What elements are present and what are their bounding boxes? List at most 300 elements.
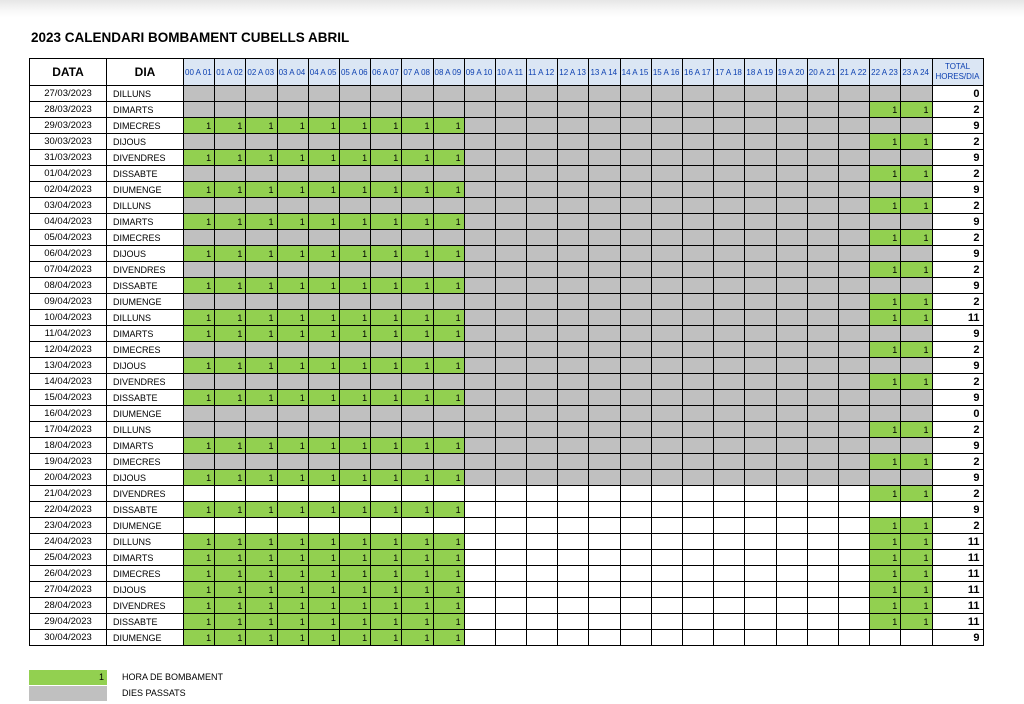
- hour-cell: [776, 582, 807, 598]
- pumping-hour-cell: 1: [277, 118, 308, 134]
- past-hour-cell: [714, 390, 745, 406]
- past-hour-cell: [464, 262, 495, 278]
- past-hour-cell: [807, 454, 838, 470]
- past-hour-cell: [589, 134, 620, 150]
- pumping-hour-cell: 1: [901, 134, 932, 150]
- past-hour-cell: [184, 454, 215, 470]
- pumping-hour-cell: 1: [339, 118, 370, 134]
- pumping-hour-cell: 1: [870, 374, 901, 390]
- day-cell: DIUMENGE: [107, 630, 184, 646]
- past-hour-cell: [215, 102, 246, 118]
- past-hour-cell: [558, 118, 589, 134]
- past-hour-cell: [683, 438, 714, 454]
- past-hour-cell: [402, 86, 433, 102]
- date-cell: 14/04/2023: [30, 374, 107, 390]
- past-hour-cell: [246, 134, 277, 150]
- past-hour-cell: [464, 118, 495, 134]
- past-hour-cell: [589, 230, 620, 246]
- table-row: [30, 214, 984, 230]
- past-hour-cell: [308, 454, 339, 470]
- pumping-hour-cell: 1: [246, 358, 277, 374]
- past-hour-cell: [683, 294, 714, 310]
- past-hour-cell: [714, 326, 745, 342]
- date-cell: 27/03/2023: [30, 86, 107, 102]
- hour-cell: [714, 582, 745, 598]
- past-hour-cell: [745, 374, 776, 390]
- total-cell: 2: [932, 134, 983, 150]
- past-hour-cell: [870, 246, 901, 262]
- hour-cell: [714, 598, 745, 614]
- hour-cell: [558, 582, 589, 598]
- hour-cell: [838, 502, 869, 518]
- hour-cell: [776, 566, 807, 582]
- past-hour-cell: [308, 230, 339, 246]
- pumping-hour-cell: 1: [870, 582, 901, 598]
- past-hour-cell: [277, 86, 308, 102]
- hour-cell: [464, 630, 495, 646]
- pumping-hour-cell: 1: [371, 118, 402, 134]
- past-hour-cell: [683, 310, 714, 326]
- day-cell: DIMARTS: [107, 214, 184, 230]
- past-hour-cell: [495, 134, 526, 150]
- total-cell: 2: [932, 102, 983, 118]
- past-hour-cell: [308, 406, 339, 422]
- past-hour-cell: [402, 230, 433, 246]
- past-hour-cell: [558, 454, 589, 470]
- pumping-hour-cell: 1: [901, 598, 932, 614]
- day-cell: DIMECRES: [107, 566, 184, 582]
- pumping-hour-cell: 1: [371, 534, 402, 550]
- pumping-hour-cell: 1: [308, 614, 339, 630]
- past-hour-cell: [495, 374, 526, 390]
- past-hour-cell: [433, 422, 464, 438]
- past-hour-cell: [589, 342, 620, 358]
- past-hour-cell: [745, 230, 776, 246]
- past-hour-cell: [870, 326, 901, 342]
- pumping-hour-cell: 1: [308, 566, 339, 582]
- pumping-hour-cell: 1: [215, 566, 246, 582]
- pumping-hour-cell: 1: [901, 422, 932, 438]
- pumping-hour-cell: 1: [184, 278, 215, 294]
- total-cell: 9: [932, 470, 983, 486]
- past-hour-cell: [433, 342, 464, 358]
- pumping-hour-cell: 1: [277, 278, 308, 294]
- past-hour-cell: [838, 310, 869, 326]
- past-hour-cell: [776, 310, 807, 326]
- pumping-hour-cell: 1: [215, 278, 246, 294]
- past-hour-cell: [402, 294, 433, 310]
- hour-cell: [838, 534, 869, 550]
- pumping-hour-cell: 1: [901, 310, 932, 326]
- past-hour-cell: [308, 374, 339, 390]
- table-row: [30, 614, 984, 630]
- pumping-hour-cell: 1: [433, 438, 464, 454]
- past-hour-cell: [246, 454, 277, 470]
- past-hour-cell: [184, 198, 215, 214]
- day-cell: DIUMENGE: [107, 294, 184, 310]
- past-hour-cell: [651, 102, 682, 118]
- past-hour-cell: [838, 358, 869, 374]
- pumping-hour-cell: 1: [215, 438, 246, 454]
- past-hour-cell: [651, 374, 682, 390]
- pumping-hour-cell: 1: [402, 630, 433, 646]
- past-hour-cell: [807, 326, 838, 342]
- hour-cell: [620, 598, 651, 614]
- past-hour-cell: [215, 166, 246, 182]
- past-hour-cell: [527, 262, 558, 278]
- table-row: [30, 566, 984, 582]
- day-cell: DIMARTS: [107, 102, 184, 118]
- past-hour-cell: [433, 198, 464, 214]
- pumping-hour-cell: 1: [433, 534, 464, 550]
- pumping-hour-cell: 1: [308, 438, 339, 454]
- past-hour-cell: [433, 262, 464, 278]
- pumping-hour-cell: 1: [215, 150, 246, 166]
- hour-cell: [495, 486, 526, 502]
- hour-header: 20 A 21: [807, 59, 838, 86]
- date-cell: 30/04/2023: [30, 630, 107, 646]
- pumping-hour-cell: 1: [184, 310, 215, 326]
- past-hour-cell: [838, 438, 869, 454]
- pumping-hour-cell: 1: [215, 614, 246, 630]
- past-hour-cell: [620, 454, 651, 470]
- past-hour-cell: [651, 230, 682, 246]
- hour-cell: [558, 518, 589, 534]
- pumping-hour-cell: 1: [901, 198, 932, 214]
- past-hour-cell: [589, 182, 620, 198]
- pumping-hour-cell: 1: [402, 326, 433, 342]
- past-hour-cell: [589, 198, 620, 214]
- pumping-hour-cell: 1: [308, 502, 339, 518]
- past-hour-cell: [402, 134, 433, 150]
- hour-cell: [308, 486, 339, 502]
- table-row: [30, 550, 984, 566]
- date-cell: 04/04/2023: [30, 214, 107, 230]
- past-hour-cell: [402, 102, 433, 118]
- date-cell: 12/04/2023: [30, 342, 107, 358]
- past-hour-cell: [527, 390, 558, 406]
- pumping-hour-cell: 1: [870, 486, 901, 502]
- hour-cell: [558, 614, 589, 630]
- pumping-hour-cell: 1: [433, 118, 464, 134]
- hour-cell: [838, 550, 869, 566]
- hour-header: 03 A 04: [277, 59, 308, 86]
- pumping-hour-cell: 1: [215, 118, 246, 134]
- hour-header: 07 A 08: [402, 59, 433, 86]
- hour-cell: [464, 550, 495, 566]
- past-hour-cell: [651, 422, 682, 438]
- hour-cell: [620, 566, 651, 582]
- past-hour-cell: [620, 102, 651, 118]
- pumping-hour-cell: 1: [870, 310, 901, 326]
- hour-cell: [807, 486, 838, 502]
- past-hour-cell: [838, 118, 869, 134]
- past-hour-cell: [776, 326, 807, 342]
- pumping-hour-cell: 1: [901, 550, 932, 566]
- hour-cell: [589, 630, 620, 646]
- past-hour-cell: [402, 342, 433, 358]
- hour-header: 11 A 12: [527, 59, 558, 86]
- past-hour-cell: [745, 390, 776, 406]
- past-hour-cell: [745, 310, 776, 326]
- pumping-hour-cell: 1: [246, 534, 277, 550]
- pumping-hour-cell: 1: [184, 598, 215, 614]
- past-hour-cell: [651, 470, 682, 486]
- date-cell: 01/04/2023: [30, 166, 107, 182]
- total-cell: 2: [932, 198, 983, 214]
- pumping-hour-cell: 1: [433, 326, 464, 342]
- day-cell: DISSABTE: [107, 502, 184, 518]
- past-hour-cell: [215, 374, 246, 390]
- hour-cell: [495, 614, 526, 630]
- past-hour-cell: [495, 86, 526, 102]
- past-hour-cell: [745, 358, 776, 374]
- past-hour-cell: [527, 118, 558, 134]
- day-cell: DIMARTS: [107, 550, 184, 566]
- pumping-hour-cell: 1: [339, 214, 370, 230]
- pumping-hour-cell: 1: [402, 310, 433, 326]
- past-hour-cell: [527, 310, 558, 326]
- past-hour-cell: [620, 262, 651, 278]
- total-cell: 11: [932, 614, 983, 630]
- hour-cell: [838, 566, 869, 582]
- pumping-hour-cell: 1: [339, 630, 370, 646]
- hour-cell: [683, 566, 714, 582]
- past-hour-cell: [464, 214, 495, 230]
- total-cell: 2: [932, 422, 983, 438]
- past-hour-cell: [433, 86, 464, 102]
- past-hour-cell: [901, 150, 932, 166]
- date-cell: 18/04/2023: [30, 438, 107, 454]
- past-hour-cell: [184, 102, 215, 118]
- date-cell: 07/04/2023: [30, 262, 107, 278]
- date-cell: 16/04/2023: [30, 406, 107, 422]
- past-hour-cell: [776, 230, 807, 246]
- past-hour-cell: [464, 390, 495, 406]
- hour-header: 16 A 17: [683, 59, 714, 86]
- past-hour-cell: [745, 134, 776, 150]
- past-hour-cell: [620, 214, 651, 230]
- hour-cell: [620, 502, 651, 518]
- pumping-hour-cell: 1: [433, 598, 464, 614]
- past-hour-cell: [184, 262, 215, 278]
- past-hour-cell: [714, 454, 745, 470]
- past-hour-cell: [870, 438, 901, 454]
- pumping-hour-cell: 1: [277, 630, 308, 646]
- hour-cell: [495, 582, 526, 598]
- pumping-hour-cell: 1: [870, 598, 901, 614]
- past-hour-cell: [651, 182, 682, 198]
- past-hour-cell: [620, 86, 651, 102]
- past-hour-cell: [838, 406, 869, 422]
- pumping-hour-cell: 1: [246, 630, 277, 646]
- date-cell: 11/04/2023: [30, 326, 107, 342]
- past-hour-cell: [215, 342, 246, 358]
- pumping-hour-cell: 1: [308, 630, 339, 646]
- pumping-hour-cell: 1: [870, 454, 901, 470]
- past-hour-cell: [620, 166, 651, 182]
- past-hour-cell: [215, 406, 246, 422]
- past-hour-cell: [838, 470, 869, 486]
- past-hour-cell: [495, 102, 526, 118]
- past-hour-cell: [807, 182, 838, 198]
- past-hour-cell: [464, 150, 495, 166]
- past-hour-cell: [714, 406, 745, 422]
- hour-header: 12 A 13: [558, 59, 589, 86]
- pumping-hour-cell: 1: [901, 566, 932, 582]
- day-cell: DIUMENGE: [107, 518, 184, 534]
- pumping-hour-cell: 1: [433, 246, 464, 262]
- past-hour-cell: [308, 102, 339, 118]
- past-hour-cell: [714, 358, 745, 374]
- total-cell: 9: [932, 630, 983, 646]
- past-hour-cell: [776, 198, 807, 214]
- past-hour-cell: [402, 262, 433, 278]
- past-hour-cell: [901, 246, 932, 262]
- day-cell: DIVENDRES: [107, 150, 184, 166]
- pumping-hour-cell: 1: [277, 598, 308, 614]
- past-hour-cell: [620, 470, 651, 486]
- hour-cell: [714, 614, 745, 630]
- pumping-hour-cell: 1: [246, 550, 277, 566]
- total-cell: 9: [932, 118, 983, 134]
- pumping-hour-cell: 1: [901, 262, 932, 278]
- past-hour-cell: [558, 310, 589, 326]
- past-hour-cell: [651, 150, 682, 166]
- pumping-hour-cell: 1: [308, 326, 339, 342]
- past-hour-cell: [870, 214, 901, 230]
- past-hour-cell: [495, 342, 526, 358]
- past-hour-cell: [339, 198, 370, 214]
- past-hour-cell: [589, 438, 620, 454]
- date-cell: 28/03/2023: [30, 102, 107, 118]
- total-cell: 2: [932, 294, 983, 310]
- hour-cell: [807, 582, 838, 598]
- past-hour-cell: [776, 118, 807, 134]
- pumping-hour-cell: 1: [339, 278, 370, 294]
- past-hour-cell: [464, 422, 495, 438]
- pumping-hour-cell: 1: [184, 326, 215, 342]
- date-cell: 27/04/2023: [30, 582, 107, 598]
- hour-cell: [901, 502, 932, 518]
- past-hour-cell: [558, 438, 589, 454]
- past-hour-cell: [402, 198, 433, 214]
- hour-cell: [838, 598, 869, 614]
- pumping-hour-cell: 1: [371, 358, 402, 374]
- table-row: [30, 406, 984, 422]
- date-cell: 30/03/2023: [30, 134, 107, 150]
- date-cell: 05/04/2023: [30, 230, 107, 246]
- past-hour-cell: [870, 118, 901, 134]
- past-hour-cell: [683, 134, 714, 150]
- pumping-hour-cell: 1: [433, 502, 464, 518]
- hour-cell: [215, 518, 246, 534]
- past-hour-cell: [464, 358, 495, 374]
- past-hour-cell: [620, 422, 651, 438]
- past-hour-cell: [683, 262, 714, 278]
- past-hour-cell: [589, 214, 620, 230]
- past-hour-cell: [277, 374, 308, 390]
- legend-label-past-days: DIES PASSATS: [122, 688, 186, 698]
- past-hour-cell: [807, 134, 838, 150]
- pumping-hour-cell: 1: [215, 326, 246, 342]
- total-header: TOTAL HORES/DIA: [932, 59, 983, 86]
- hour-cell: [589, 486, 620, 502]
- past-hour-cell: [277, 134, 308, 150]
- past-hour-cell: [402, 374, 433, 390]
- past-hour-cell: [464, 230, 495, 246]
- past-hour-cell: [745, 406, 776, 422]
- past-hour-cell: [339, 230, 370, 246]
- total-cell: 9: [932, 214, 983, 230]
- pumping-hour-cell: 1: [215, 182, 246, 198]
- pumping-hour-cell: 1: [277, 550, 308, 566]
- past-hour-cell: [714, 262, 745, 278]
- total-cell: 11: [932, 534, 983, 550]
- past-hour-cell: [589, 326, 620, 342]
- past-hour-cell: [651, 134, 682, 150]
- past-hour-cell: [807, 470, 838, 486]
- past-hour-cell: [184, 294, 215, 310]
- hour-cell: [651, 630, 682, 646]
- past-hour-cell: [838, 102, 869, 118]
- total-cell: 2: [932, 230, 983, 246]
- hour-cell: [402, 518, 433, 534]
- past-hour-cell: [495, 470, 526, 486]
- pumping-hour-cell: 1: [246, 278, 277, 294]
- pumping-hour-cell: 1: [870, 230, 901, 246]
- pumping-hour-cell: 1: [246, 214, 277, 230]
- past-hour-cell: [807, 214, 838, 230]
- past-hour-cell: [838, 454, 869, 470]
- table-row: [30, 470, 984, 486]
- past-hour-cell: [308, 262, 339, 278]
- past-hour-cell: [651, 454, 682, 470]
- hour-cell: [838, 518, 869, 534]
- date-cell: 26/04/2023: [30, 566, 107, 582]
- past-hour-cell: [277, 198, 308, 214]
- pumping-hour-cell: 1: [402, 502, 433, 518]
- past-hour-cell: [807, 262, 838, 278]
- pumping-hour-cell: 1: [433, 630, 464, 646]
- past-hour-cell: [433, 102, 464, 118]
- past-hour-cell: [558, 166, 589, 182]
- hour-cell: [745, 598, 776, 614]
- past-hour-cell: [651, 342, 682, 358]
- past-hour-cell: [558, 358, 589, 374]
- table-row: [30, 294, 984, 310]
- date-cell: 15/04/2023: [30, 390, 107, 406]
- past-hour-cell: [745, 294, 776, 310]
- past-hour-cell: [215, 134, 246, 150]
- hour-cell: [745, 486, 776, 502]
- hour-cell: [776, 534, 807, 550]
- total-cell: 9: [932, 390, 983, 406]
- hour-cell: [558, 550, 589, 566]
- hour-cell: [714, 502, 745, 518]
- past-hour-cell: [714, 214, 745, 230]
- past-hour-cell: [339, 454, 370, 470]
- pumping-hour-cell: 1: [246, 118, 277, 134]
- pumping-hour-cell: 1: [433, 358, 464, 374]
- pumping-hour-cell: 1: [308, 358, 339, 374]
- past-hour-cell: [371, 454, 402, 470]
- past-hour-cell: [776, 262, 807, 278]
- pumping-hour-cell: 1: [184, 470, 215, 486]
- pumping-hour-cell: 1: [402, 358, 433, 374]
- past-hour-cell: [838, 422, 869, 438]
- past-hour-cell: [495, 166, 526, 182]
